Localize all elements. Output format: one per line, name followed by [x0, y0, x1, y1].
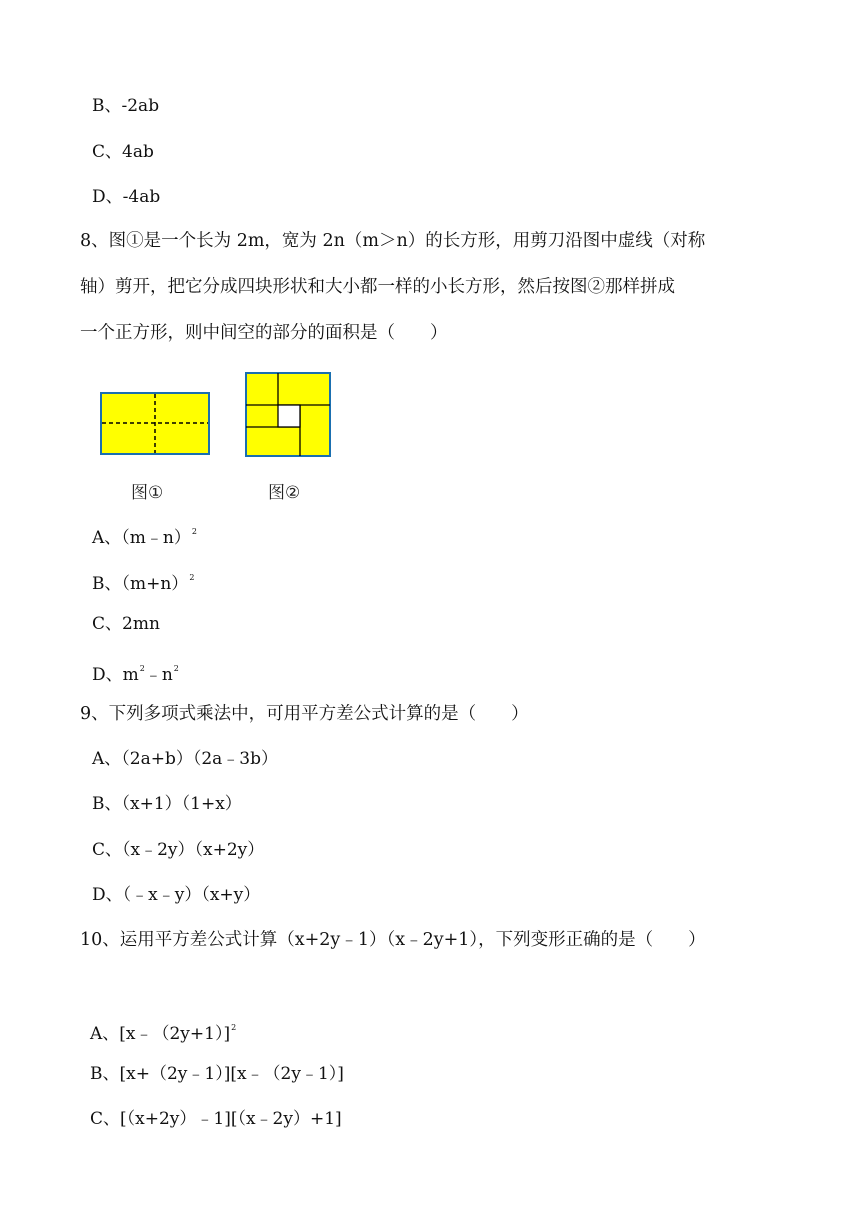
option-b: B、-2ab: [92, 96, 160, 116]
q9-option-a: A、（2a+b）（2a﹣3b）: [92, 749, 279, 769]
exponent: 2: [173, 664, 179, 673]
q8-option-b: [92, 567, 194, 595]
q8-option-c: C、2mn: [92, 614, 160, 634]
exponent: 2: [231, 1023, 237, 1032]
q9-option-d: D、（﹣x﹣y）（x+y）: [92, 885, 261, 905]
option-c: C、4ab: [92, 142, 154, 162]
q8-stem-line3: 一个正方形，则中间空的部分的面积是（ ）: [80, 323, 448, 343]
figure2-caption: 图②: [268, 483, 301, 503]
q10-option-b: B、[x+（2y﹣1）][x﹣（2y﹣1）]: [90, 1064, 344, 1084]
exponent: 2: [189, 573, 195, 582]
q8-stem-line1: 8、图①是一个长为 2m，宽为 2n（m＞n）的长方形，用剪刀沿图中虚线（对称: [80, 231, 706, 251]
figure1-caption: 图①: [131, 483, 164, 503]
q8-option-a-text: A、（m﹣n）: [92, 528, 191, 548]
q8-option-a: [92, 521, 197, 549]
q8-option-d-mid: ﹣n: [144, 665, 173, 685]
q8-stem-line2: 轴）剪开，把它分成四块形状和大小都一样的小长方形，然后按图②那样拼成: [80, 277, 675, 297]
figure1-rectangle: [100, 392, 212, 456]
figure2-square: [245, 372, 333, 458]
option-d: D、-4ab: [92, 187, 161, 207]
q8-option-d-m: D、m: [92, 665, 139, 685]
q9-option-b: B、（x+1）（1+x）: [92, 794, 242, 814]
q10-stem: 10、运用平方差公式计算（x+2y﹣1）（x﹣2y+1），下列变形正确的是（ ）: [80, 930, 706, 950]
exponent: 2: [139, 664, 145, 673]
q10-option-a: [90, 1017, 236, 1045]
q8-option-b-text: B、（m+n）: [92, 574, 189, 594]
q9-option-c: C、（x﹣2y）（x+2y）: [92, 840, 265, 860]
figure2-hole: [278, 405, 300, 427]
q10-option-c: C、[（x+2y）﹣1][（x﹣2y）+1]: [90, 1109, 342, 1129]
q9-stem: 9、下列多项式乘法中，可用平方差公式计算的是（ ）: [80, 704, 529, 724]
exponent: 2: [191, 527, 197, 536]
q10-option-a-text: A、[x﹣（2y+1）]: [90, 1024, 231, 1044]
q8-option-d: [92, 658, 179, 686]
